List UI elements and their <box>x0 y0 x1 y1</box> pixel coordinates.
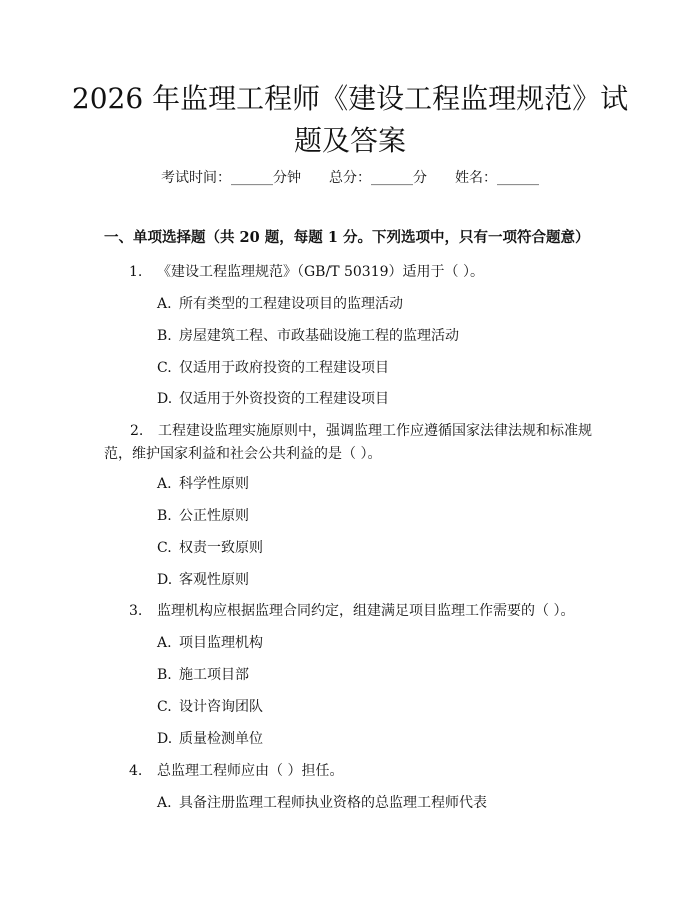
option-text: 设计咨询团队 <box>179 699 263 715</box>
question-text: 《建设工程监理规范》（GB/T 50319）适用于（ ）。 <box>157 264 484 280</box>
option-letter: D. <box>157 572 173 588</box>
question-4-option-a <box>157 793 487 813</box>
option-text: 质量检测单位 <box>179 731 263 747</box>
question-text: 监理机构应根据监理合同约定，组建满足项目监理工作需要的（ ）。 <box>157 603 575 619</box>
question-number: 1. <box>129 264 143 280</box>
question-number: 4. <box>129 763 143 779</box>
question-1-option-d <box>157 389 389 409</box>
option-text: 客观性原则 <box>179 572 249 588</box>
question-1-option-a <box>157 294 403 314</box>
exam-meta <box>0 168 700 188</box>
question-2-option-c <box>157 538 263 558</box>
question-3-option-a <box>157 633 263 653</box>
option-text: 房屋建筑工程、市政基础设施工程的监理活动 <box>179 328 459 344</box>
question-2-option-a <box>157 474 249 494</box>
option-text: 仅适用于政府投资的工程建设项目 <box>179 360 389 376</box>
option-text: 科学性原则 <box>179 476 249 492</box>
exam-score: 总分：______分 <box>329 170 427 186</box>
question-2-option-d <box>157 570 249 590</box>
option-text: 项目监理机构 <box>179 635 263 651</box>
option-text: 施工项目部 <box>179 667 249 683</box>
question-3-option-b <box>157 665 249 685</box>
question-number: 3. <box>129 603 143 619</box>
option-letter: D. <box>157 731 173 747</box>
question-text: 工程建设监理实施原则中，强调监理工作应遵循国家法律法规和标准规范，维护国家利益和社会公共利益的是（ ）。 <box>104 423 592 462</box>
option-letter: C. <box>157 360 172 376</box>
option-text: 具备注册监理工程师执业资格的总监理工程师代表 <box>179 795 487 811</box>
option-letter: A. <box>157 795 172 811</box>
question-1-option-b <box>157 326 459 346</box>
exam-time: 考试时间：______分钟 <box>161 170 301 186</box>
option-letter: A. <box>157 296 172 312</box>
option-text: 仅适用于外资投资的工程建设项目 <box>179 391 389 407</box>
question-4 <box>129 761 343 781</box>
option-letter: B. <box>157 667 172 683</box>
question-2 <box>104 420 602 466</box>
option-text: 权责一致原则 <box>179 540 263 556</box>
option-text: 公正性原则 <box>179 508 249 524</box>
option-letter: C. <box>157 699 172 715</box>
option-letter: A. <box>157 476 172 492</box>
option-letter: A. <box>157 635 172 651</box>
option-letter: D. <box>157 391 173 407</box>
question-1 <box>129 262 484 282</box>
option-letter: C. <box>157 540 172 556</box>
question-2-option-b <box>157 506 249 526</box>
question-1-option-c <box>157 358 389 378</box>
question-3 <box>129 601 574 621</box>
question-text: 总监理工程师应由（ ）担任。 <box>157 763 344 779</box>
question-3-option-c <box>157 697 263 717</box>
section-heading: 一、单项选择题（共 20 题，每题 1 分。下列选项中，只有一项符合题意） <box>104 229 590 246</box>
option-letter: B. <box>157 508 172 524</box>
exam-name: 姓名：______ <box>455 170 539 186</box>
document-title: 2026 年监理工程师《建设工程监理规范》试题及答案 <box>71 82 629 157</box>
option-text: 所有类型的工程建设项目的监理活动 <box>179 296 403 312</box>
option-letter: B. <box>157 328 172 344</box>
question-3-option-d <box>157 729 263 749</box>
question-number: 2. <box>130 423 144 439</box>
